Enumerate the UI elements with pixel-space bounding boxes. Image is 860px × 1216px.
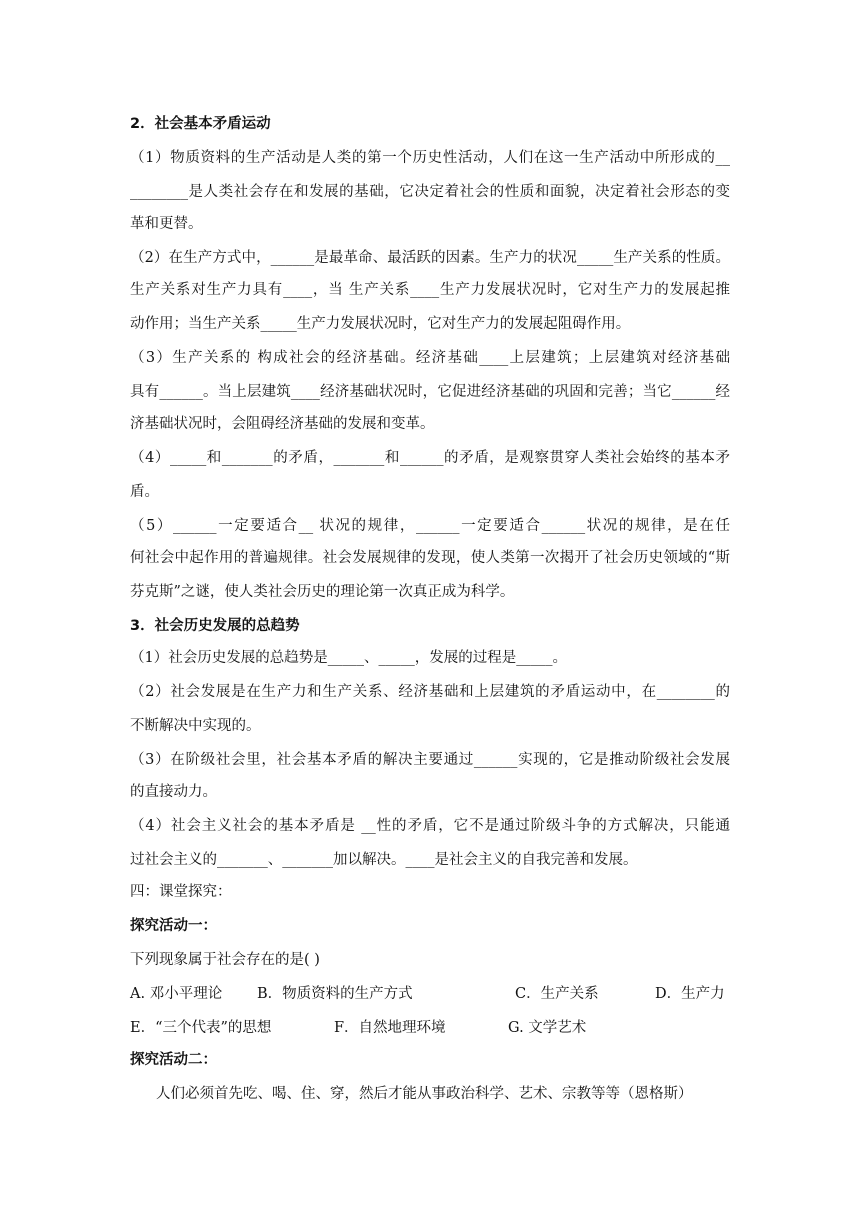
- s3-p4-line1: （4）社会主义社会的基本矛盾是 __性的矛盾，它不是通过阶级斗争的方式解决，只能通: [130, 818, 730, 834]
- activity-1-title: 探究活动一：: [130, 918, 217, 934]
- option-f: F．自然地理环境: [334, 1020, 446, 1036]
- activity-2-quote: 人们必须首先吃、喝、住、穿，然后才能从事政治科学、艺术、宗教等等（恩格斯）: [156, 1086, 693, 1102]
- s2-p1-line3: 革和更替。: [130, 216, 203, 232]
- s2-p2-line1: （2）在生产方式中，______是最革命、最活跃的因素。生产力的状况_____生产关系的性质。: [130, 250, 730, 266]
- s2-p3-line1: （3）生产关系的 构成社会的经济基础。经济基础____上层建筑；上层建筑对经济基础: [130, 350, 730, 366]
- s3-p2-line2: 不断解决中实现的。: [130, 718, 261, 734]
- activity-2-title: 探究活动二：: [130, 1052, 217, 1068]
- activity-1-question: 下列现象属于社会存在的是( ): [130, 952, 320, 968]
- s2-p5-line1: （5）______一定要适合__ 状况的规律，______一定要适合______状况的规律，是在任: [130, 518, 730, 534]
- option-b: B．物质资料的生产方式: [257, 986, 413, 1002]
- s2-p1-line1: （1）物质资料的生产活动是人类的第一个历史性活动，人们在这一生产活动中所形成的__: [130, 150, 730, 166]
- section-2-heading: 2．社会基本矛盾运动: [130, 116, 271, 132]
- s2-p2-line2: 生产关系对生产力具有____，当 生产关系____生产力发展状况时，它对生产力的发展起推: [130, 282, 730, 298]
- section-4-heading: 四：课堂探究：: [130, 884, 232, 900]
- s2-p1-line2: ________是人类社会存在和发展的基础，它决定着社会的性质和面貌，决定着社会形态的变: [130, 184, 730, 200]
- s2-p2-line3: 动作用；当生产关系_____生产力发展状况时，它对生产力的发展起阻碍作用。: [130, 316, 631, 332]
- s2-p4-line1: （4）_____和_______的矛盾，_______和______的矛盾，是观察贯穿人类社会始终的基本矛: [130, 450, 730, 466]
- option-e: E．“三个代表”的思想: [130, 1020, 272, 1036]
- s3-p4-line2: 过社会主义的_______、_______加以解决。____是社会主义的自我完善和发展。: [130, 852, 638, 868]
- option-d: D．生产力: [655, 986, 725, 1002]
- option-a: A. 邓小平理论: [130, 986, 223, 1002]
- section-3-heading: 3．社会历史发展的总趋势: [130, 618, 300, 634]
- s2-p5-line2: 何社会中起作用的普遍规律。社会发展规律的发现，使人类第一次揭开了社会历史领域的“斯: [130, 550, 730, 566]
- option-g: G. 文学艺术: [508, 1020, 587, 1036]
- s2-p4-line2: 盾。: [130, 484, 159, 500]
- s2-p3-line3: 济基础状况时，会阻碍经济基础的发展和变革。: [130, 416, 435, 432]
- s2-p3-line2: 具有______。当上层建筑____经济基础状况时，它促进经济基础的巩固和完善；当它______经: [130, 384, 730, 400]
- option-c: C．生产关系: [515, 986, 599, 1002]
- s3-p2-line1: （2）社会发展是在生产力和生产关系、经济基础和上层建筑的矛盾运动中，在________的: [130, 684, 730, 700]
- s3-p1-line1: （1）社会历史发展的总趋势是_____、_____，发展的过程是_____。: [130, 650, 567, 666]
- s3-p3-line2: 的直接动力。: [130, 784, 217, 800]
- s3-p3-line1: （3）在阶级社会里，社会基本矛盾的解决主要通过______实现的，它是推动阶级社会发展: [130, 752, 730, 768]
- s2-p5-line3: 芬克斯”之谜，使人类社会历史的理论第一次真正成为科学。: [130, 584, 515, 600]
